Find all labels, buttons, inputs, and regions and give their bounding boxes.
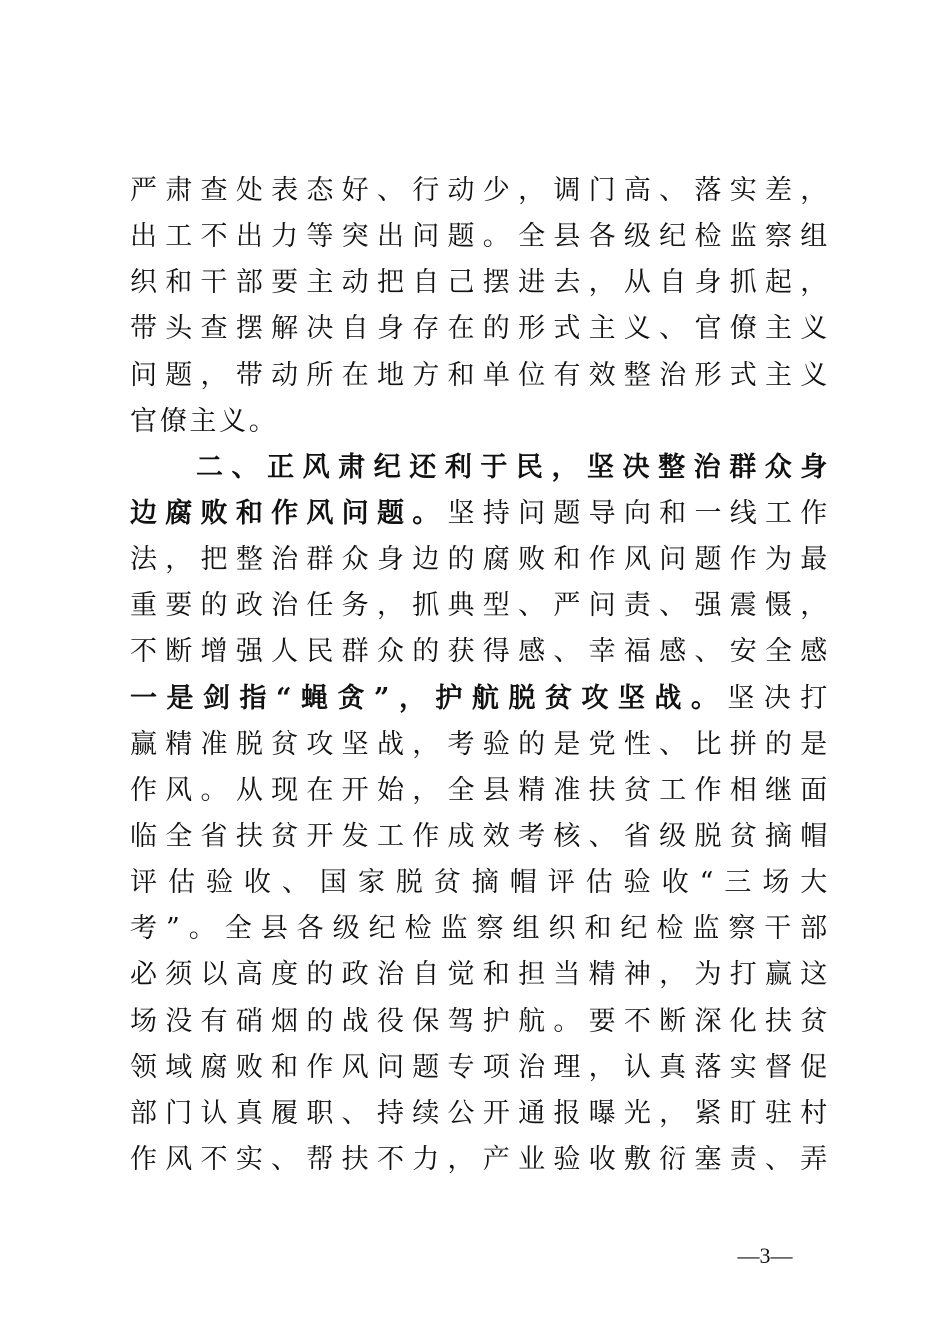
text-segment: 官僚主义。 (130, 405, 279, 437)
text-segment: 赢精准脱贫攻坚战，考验的是党性、比拼的是 (130, 728, 830, 760)
text-line (130, 260, 830, 306)
text-segment: 法，把整治群众身边的腐败和作风问题作为最 (130, 544, 830, 576)
text-line (130, 1091, 830, 1137)
bold-text-segment: 二、正风肃纪还利于民，坚决整治群众身 (196, 451, 830, 483)
bold-text-segment: 一是剑指“蝇贪”，护航脱贫攻坚战。 (130, 682, 728, 714)
text-line (130, 1137, 830, 1183)
text-line (130, 445, 830, 491)
text-segment: 作风。从现在开始，全县精准扶贫工作相继面 (130, 774, 830, 806)
text-line (130, 629, 830, 675)
text-line (130, 906, 830, 952)
text-line (130, 999, 830, 1045)
text-line (130, 583, 830, 629)
bold-text-segment: 边腐败和作风问题。 (130, 497, 448, 529)
text-line (130, 353, 830, 399)
text-line (130, 537, 830, 583)
text-segment: 场没有硝烟的战役保驾护航。要不断深化扶贫 (130, 1005, 830, 1037)
text-line (130, 768, 830, 814)
text-line (130, 399, 830, 445)
text-line (130, 722, 830, 768)
text-segment: 临全省扶贫开发工作成效考核、省级脱贫摘帽 (130, 820, 830, 852)
body-text (130, 168, 830, 1183)
text-segment: 织和干部要主动把自己摆进去，从自身抓起， (130, 267, 830, 299)
text-segment: 必须以高度的政治自觉和担当精神，为打赢这 (130, 959, 830, 991)
text-segment: 带头查摆解决自身存在的形式主义、官僚主义 (130, 313, 830, 345)
text-segment: 重要的政治任务，抓典型、严问责、强震慑， (130, 590, 830, 622)
text-line (130, 860, 830, 906)
text-segment: 坚决打 (727, 682, 830, 714)
text-line (130, 952, 830, 998)
text-segment: 作风不实、帮扶不力，产业验收敷衍塞责、弄 (130, 1143, 830, 1175)
text-segment: 出工不出力等突出问题。全县各级纪检监察组 (130, 221, 830, 253)
text-segment: 部门认真履职、持续公开通报曝光，紧盯驻村 (130, 1097, 830, 1129)
text-segment: 领域腐败和作风问题专项治理，认真落实督促 (130, 1051, 830, 1083)
page-number: —3— (737, 1243, 793, 1268)
text-segment: 严肃查处表态好、行动少，调门高、落实差， (130, 175, 830, 206)
text-segment: 问题，带动所在地方和单位有效整治形式主义 (130, 359, 830, 391)
text-line (130, 814, 830, 860)
text-segment: 考”。全县各级纪检监察组织和纪检监察干部 (130, 913, 830, 945)
text-line (130, 306, 830, 352)
text-line (130, 214, 830, 260)
text-line (130, 168, 830, 214)
text-segment: 坚持问题导向和一线工作 (447, 497, 830, 529)
text-segment: 评估验收、国家脱贫摘帽评估验收“三场大 (130, 867, 830, 899)
text-segment: 不断增强人民群众的获得感、幸福感、安全感 (130, 636, 830, 668)
text-line (130, 676, 830, 722)
text-line (130, 491, 830, 537)
text-line (130, 1045, 830, 1091)
